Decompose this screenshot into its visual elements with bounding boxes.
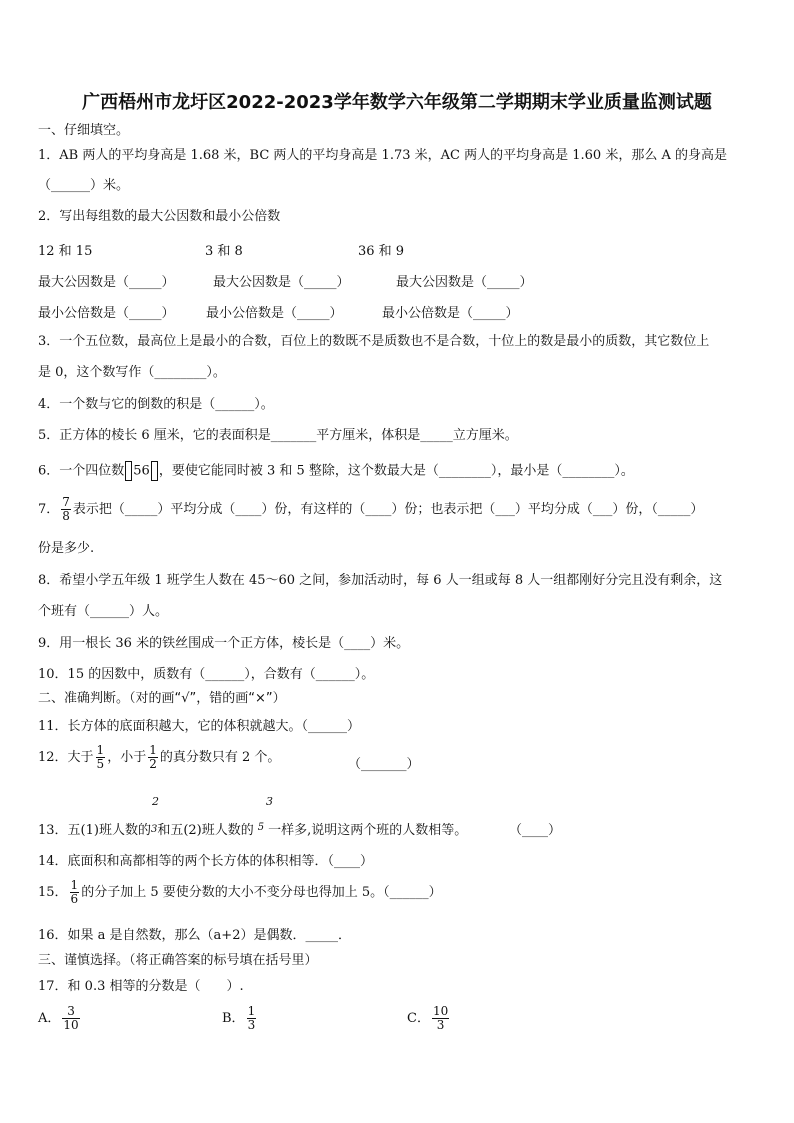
frac-numerator: 3 <box>67 1004 75 1018</box>
fraction-1-6 <box>70 879 80 906</box>
section-3-heading: 三、谨慎选择。（将正确答案的标号填在括号里） <box>38 953 318 968</box>
option-b-label: B． <box>222 1011 245 1026</box>
fraction-1-2 <box>148 744 158 771</box>
digit-box-right <box>151 461 158 481</box>
frac-denominator: 3 <box>247 1018 256 1032</box>
q12-suffix: 的真分数只有 2 个。 <box>159 750 281 765</box>
q2-group-2: 3 和 8 <box>205 244 243 259</box>
question-3-line-1: 3．一个五位数，最高位上是最小的合数，百位上的数既不是质数也不是合数，十位上的数是最小的质数，其它数位上 <box>38 334 710 349</box>
frac-denominator: 2 <box>149 757 157 771</box>
question-15 <box>38 879 442 906</box>
q6-digits: 56 <box>133 463 150 479</box>
q13-denominator-2: 5 <box>257 822 265 833</box>
frac-denominator: 10 <box>63 1018 79 1032</box>
question-16: 16．如果 a 是自然数，那么（a+2）是偶数．_____． <box>38 928 351 943</box>
question-4: 4．一个数与它的倒数的积是（______）。 <box>38 397 274 412</box>
q6-suffix: ，要使它能同时被 3 和 5 整除，这个数最大是（________），最小是（________）。 <box>158 463 634 479</box>
option-a-label: A． <box>38 1011 61 1026</box>
frac-denominator: 6 <box>70 892 79 906</box>
q7-label: 7． <box>38 502 60 517</box>
frac-denominator: 5 <box>96 757 105 771</box>
section-2-heading: 二、准确判断。（对的画“√”，错的画“×”） <box>38 691 286 706</box>
option-c-label: C． <box>407 1011 430 1026</box>
q12-answer-blank: （_______） <box>348 757 420 772</box>
question-10: 10．15 的因数中，质数有（______），合数有（______）。 <box>38 667 375 682</box>
q12-mid: ，小于 <box>107 750 147 765</box>
question-17: 17．和 0.3 相等的分数是（ ）. <box>38 979 244 994</box>
q6-prefix: 6．一个四位数 <box>38 463 125 479</box>
q12-prefix: 12．大于 <box>38 750 94 765</box>
frac-numerator: 7 <box>62 495 70 509</box>
fraction-7-8 <box>61 496 71 523</box>
question-14: 14．底面积和高都相等的两个长方体的体积相等．（____） <box>38 854 374 869</box>
frac-denominator: 8 <box>62 509 70 523</box>
q13-answer-blank: （____） <box>509 823 562 838</box>
page-title: 广西梧州市龙圩区2022-2023学年数学六年级第二学期期末学业质量监测试题 <box>82 92 712 113</box>
q13-numerator-2: 3 <box>266 795 273 808</box>
option-b <box>222 1005 258 1032</box>
frac-denominator: 3 <box>432 1018 449 1032</box>
option-c-fraction <box>432 1005 449 1032</box>
q15-prefix: 15． <box>38 885 68 900</box>
section-1-heading: 一、仔细填空。 <box>38 123 130 138</box>
question-6 <box>38 461 634 481</box>
q13-suffix: 一样多,说明这两个班的人数相等。 <box>268 823 468 838</box>
question-7-line-2: 份是多少. <box>38 541 95 556</box>
question-5: 5．正方体的棱长 6 厘米，它的表面积是_______平方厘米，体积是_____立方厘米。 <box>38 428 518 443</box>
question-1-line-2: （______）米。 <box>38 178 130 193</box>
option-c <box>407 1005 451 1032</box>
q2-gcd-2: 最大公因数是（_____） <box>213 275 350 290</box>
frac-numerator: 1 <box>96 743 105 757</box>
q13-prefix: 13．五(1)班人数的 <box>38 823 151 838</box>
q7-text: 表示把（_____）平均分成（____）份，有这样的（____）份；也表示把（___）平均分成（___）份，（_____） <box>72 502 704 517</box>
frac-numerator: 1 <box>247 1004 256 1018</box>
q2-group-3: 36 和 9 <box>358 244 405 259</box>
q2-lcm-2: 最小公倍数是（_____） <box>206 306 343 321</box>
question-11: 11．长方体的底面积越大，它的体积就越大。（______） <box>38 719 361 734</box>
frac-numerator: 1 <box>70 878 79 892</box>
q13-denominator-1: 3 <box>150 824 158 835</box>
q2-group-1: 12 和 15 <box>38 244 93 259</box>
q15-suffix: 的分子加上 5 要使分数的大小不变分母也得加上 5。（______） <box>81 885 442 900</box>
frac-numerator: 1 <box>149 743 157 757</box>
q2-gcd-3: 最大公因数是（_____） <box>396 275 533 290</box>
question-8-line-2: 个班有（______）人。 <box>38 604 169 619</box>
fraction-1-5 <box>96 744 106 771</box>
question-8-line-1: 8．希望小学五年级 1 班学生人数在 45～60 之间，参加活动时，每 6 人一组或每 8 人一组都刚好分完且没有剩余，这 <box>38 573 723 588</box>
option-a-fraction <box>62 1005 79 1032</box>
q13-numerator-1: 2 <box>152 795 159 808</box>
question-7 <box>38 496 703 523</box>
question-1-line-1: 1．AB 两人的平均身高是 1.68 米，BC 两人的平均身高是 1.73 米，AC 两人的平均身高是 1.60 米，那么 A 的身高是 <box>38 148 727 163</box>
question-13 <box>38 819 467 840</box>
q2-lcm-1: 最小公倍数是（_____） <box>38 306 175 321</box>
digit-box-left <box>125 461 132 481</box>
question-12 <box>38 744 280 771</box>
q2-gcd-1: 最大公因数是（_____） <box>38 275 175 290</box>
question-2-heading: 2．写出每组数的最大公因数和最小公倍数 <box>38 209 281 224</box>
question-3-line-2: 是 0，这个数写作（________）。 <box>38 365 226 380</box>
q13-mid: 和五(2)班人数的 <box>157 823 254 838</box>
q2-lcm-3: 最小公倍数是（_____） <box>382 306 519 321</box>
option-b-fraction <box>247 1005 257 1032</box>
question-9: 9．用一根长 36 米的铁丝围成一个正方体，棱长是（____）米。 <box>38 636 410 651</box>
option-a <box>38 1005 82 1032</box>
frac-numerator: 10 <box>432 1004 449 1018</box>
